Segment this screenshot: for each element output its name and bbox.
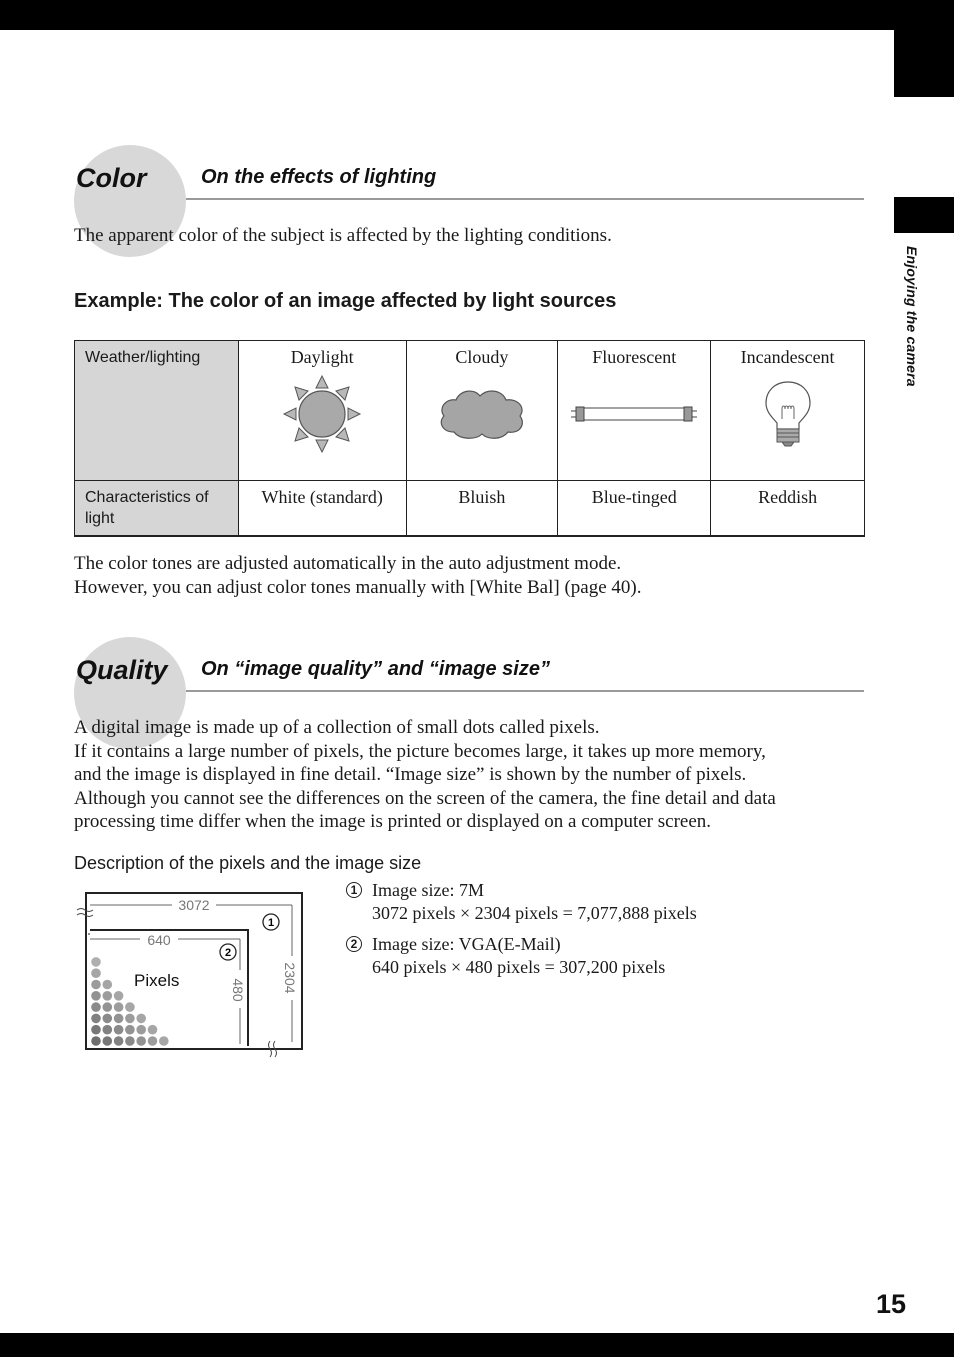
pixel-dot <box>125 1025 135 1035</box>
size-item-2 <box>346 933 665 979</box>
item-1-size: Image size: 7M <box>372 880 484 900</box>
outer-height-label: 2304 <box>282 962 298 994</box>
fluorescent-characteristic: Blue-tinged <box>558 481 711 536</box>
quality-heading-rule <box>186 690 864 692</box>
example-heading: Example: The color of an image affected by light sources <box>74 290 617 312</box>
pixel-dot <box>103 980 113 990</box>
pixel-dot <box>136 1025 146 1035</box>
quality-line: and the image is displayed in fine detail. “Image size” is shown by the number of pixels. <box>74 764 747 786</box>
quality-line: Although you cannot see the differences on the screen of the camera, the fine detail and data <box>74 787 776 809</box>
pixel-dot <box>103 1025 113 1035</box>
cloudy-characteristic: Bluish <box>406 481 558 536</box>
color-section-subtitle: On the effects of lighting <box>201 166 437 188</box>
pixel-dot <box>148 1036 158 1046</box>
diagram-title: Description of the pixels and the image size <box>74 853 422 873</box>
pixel-dot <box>91 1014 101 1024</box>
color-note-line1: The color tones are adjusted automatically in the auto adjustment mode. <box>74 553 622 574</box>
sun-icon <box>280 372 364 456</box>
inner-height-label: 480 <box>230 978 246 1002</box>
marker-2: 2 <box>224 947 232 959</box>
pixel-dot <box>136 1036 146 1046</box>
cloudy-cell <box>406 341 558 481</box>
characteristics-row <box>75 481 865 536</box>
incandescent-characteristic: Reddish <box>711 481 865 536</box>
lighting-table <box>74 340 865 537</box>
pixel-dot <box>114 991 124 1001</box>
side-section-label: Enjoying the camera <box>904 246 920 387</box>
cloud-icon <box>436 386 528 442</box>
pixel-dot <box>125 1014 135 1024</box>
marker-1: 1 <box>267 917 275 929</box>
pixel-dot <box>91 1002 101 1012</box>
pixel-dot <box>125 1002 135 1012</box>
pixel-dot <box>114 1002 124 1012</box>
item-marker-1: 1 <box>346 882 362 898</box>
pixel-dot <box>103 991 113 1001</box>
quality-section-subtitle: On “image quality” and “image size” <box>201 658 550 680</box>
light-bulb-icon <box>763 379 813 449</box>
item-marker-2: 2 <box>346 936 362 952</box>
pixel-dot <box>148 1025 158 1035</box>
pixel-dot <box>91 968 101 978</box>
size-item-1 <box>346 879 697 925</box>
bottom-bar <box>0 1333 954 1357</box>
outer-width-label: 3072 <box>178 897 210 913</box>
pixel-dot <box>159 1036 169 1046</box>
pixel-size-diagram <box>74 886 310 1058</box>
pixel-dot <box>91 1036 101 1046</box>
item-1-calc: 3072 pixels × 2304 pixels = 7,077,888 pixels <box>372 903 697 923</box>
fluorescent-cell <box>558 341 711 481</box>
pixels-label: Pixels <box>134 971 180 990</box>
weather-lighting-header: Weather/lighting <box>75 341 239 481</box>
pixel-dot <box>136 1014 146 1024</box>
thumb-tab-section <box>894 197 954 233</box>
pixel-dot <box>91 1025 101 1035</box>
pixel-dot <box>91 957 101 967</box>
fluorescent-tube-icon <box>571 403 697 425</box>
quality-line: processing time differ when the image is printed or displayed on a computer screen. <box>74 811 712 833</box>
incandescent-label: Incandescent <box>740 347 835 367</box>
pixel-dot <box>103 1014 113 1024</box>
pixel-dot <box>103 1002 113 1012</box>
quality-line: If it contains a large number of pixels, the picture becomes large, it takes up more memory, <box>74 740 766 762</box>
pixel-dot <box>91 991 101 1001</box>
fluorescent-label: Fluorescent <box>592 347 677 367</box>
characteristics-header: Characteristics of light <box>75 481 239 536</box>
page-number: 15 <box>876 1289 907 1319</box>
lighting-row <box>75 341 865 481</box>
color-note-line2: However, you can adjust color tones manually with [White Bal] (page 40). <box>74 577 642 598</box>
daylight-cell <box>238 341 406 481</box>
color-section-title: Color <box>76 163 147 193</box>
incandescent-cell <box>711 341 865 481</box>
pixel-dot <box>114 1036 124 1046</box>
item-2-calc: 640 pixels × 480 pixels = 307,200 pixels <box>372 957 666 977</box>
color-heading-rule <box>186 198 864 200</box>
item-2-size: Image size: VGA(E-Mail) <box>372 934 561 954</box>
quality-line: A digital image is made up of a collection of small dots called pixels. <box>74 717 600 738</box>
daylight-label: Daylight <box>290 347 354 367</box>
thumb-tab-top <box>894 30 954 97</box>
pixel-dot <box>114 1025 124 1035</box>
quality-paragraph <box>74 716 776 834</box>
inner-width-label: 640 <box>147 932 171 948</box>
pixel-dot <box>114 1014 124 1024</box>
top-bar <box>0 0 954 30</box>
daylight-characteristic: White (standard) <box>238 481 406 536</box>
pixel-dot <box>103 1036 113 1046</box>
pixel-dot <box>91 980 101 990</box>
quality-section-title: Quality <box>76 655 168 685</box>
cloudy-label: Cloudy <box>455 347 509 367</box>
pixel-dot <box>125 1036 135 1046</box>
color-intro: The apparent color of the subject is affected by the lighting conditions. <box>74 225 612 246</box>
